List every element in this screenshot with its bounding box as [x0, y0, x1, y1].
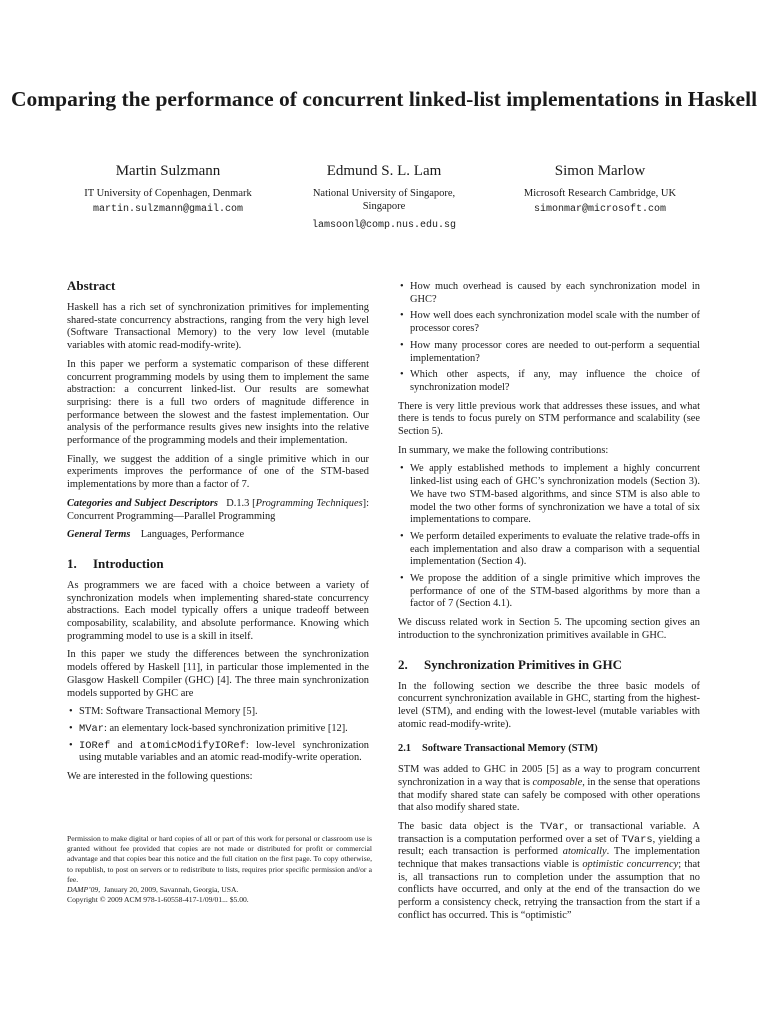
list-item: • IORef and atomicModifyIORef: low-level synchronization using mutable variables and an atomic read-modify-write operation. — [69, 739, 369, 764]
venue-details: January 20, 2009, Savannah, Georgia, USA. — [103, 885, 239, 895]
list-item: • How much overhead is caused by each synchronization model in GHC? — [400, 281, 700, 305]
categories-label: Categories and Subject Descriptors — [67, 497, 218, 509]
code-text: TVars — [621, 833, 653, 846]
author-name: Simon Marlow — [554, 163, 646, 179]
permission-text: Permission to make digital or hard copies of all or part of this work for personal or classroom use is granted without fee provided that copies are not made or distributed for profit or commercial advantage and that copies bear this notice and the full citation on the first page. To copy otherwise, to republish, to post on servers or to redistribute to lists, requires prior specific permission and/or a fee. — [67, 834, 372, 884]
text-run: , or transactional variable. A transaction is a computation performed over a set of — [398, 820, 700, 845]
list-item-text: and — [110, 739, 140, 751]
code-text: atomicModifyIORef — [139, 739, 246, 752]
list-item-text: We propose the addition of a single primitive which improves the performance of one of the STM-based algorithms by more than a factor of 7 (Section 4.1). — [410, 573, 700, 610]
code-text: IORef — [79, 739, 111, 752]
abstract-paragraph: Finally, we suggest the addition of a single primitive which in our experiments improves the performance of one of the STM-based implementations by more than a factor of 7. — [67, 453, 369, 491]
body-paragraph: In the following section we describe the three basic models of concurrent synchronization available in GHC, starting from the highest-level (STM), and ending with the lowest-level (mutable variables with atomic read-modify-write). — [398, 680, 700, 730]
venue — [67, 885, 372, 895]
list-item-text: Which other aspects, if any, may influence the choice of synchronization model? — [410, 369, 700, 393]
intro-paragraph: We are interested in the following questions: — [67, 771, 253, 783]
emphasis: optimistic concurrency — [582, 859, 679, 871]
left-column — [67, 278, 369, 790]
code-text: TVar — [539, 820, 565, 833]
abstract-heading: Abstract — [67, 278, 116, 293]
text-run: . The implementation technique that makes transactions viable is — [398, 846, 701, 871]
categories-rest: ]: Concurrent Programming—Parallel Programming — [67, 497, 370, 522]
contributions-list — [398, 463, 700, 611]
emphasis: atomically — [562, 846, 607, 858]
text-run: ; that is, all transactions run to completion under the assumption that no conflicts have occurred, and only at the end of the transaction do we perform a consistency check, retrying the transaction from the start if a conflict has occurred. This is “optimistic” — [398, 859, 700, 921]
body-paragraph: We discuss related work in Section 5. The upcoming section gives an introduction to the synchronization primitives available in GHC. — [398, 617, 700, 641]
list-item: • Which other aspects, if any, may influence the choice of synchronization model? — [400, 369, 700, 393]
copyright-text: Copyright © 2009 ACM 978-1-60558-417-1/09/01... $5.00. — [67, 895, 249, 905]
list-item-text: STM: Software Transactional Memory [5]. — [79, 706, 258, 718]
list-item: • We apply established methods to implement a highly concurrent linked-list using each of GHC’s synchronization models (Section 3). We have two STM-based algorithms, and since STM is also able to model the two other forms of synchronization we have a total of six implementations to compare. — [400, 463, 700, 526]
list-item: • STM: Software Transactional Memory [5]. — [69, 706, 258, 718]
general-terms — [67, 529, 369, 542]
text-run: The basic data object is the — [398, 820, 540, 832]
subsection-title: Software Transactional Memory (STM) — [422, 743, 598, 755]
text-run: , in the sense that operations that modify shared state can safely be composed with other operations that also modify shared state. — [398, 776, 700, 814]
venue-name: DAMP’09, — [67, 885, 101, 895]
intro-paragraph: As programmers we are faced with a choice between a variety of synchronization models when implementing shared-state concurrency abstractions. Each model typically offers a unique tradeoff between composability, scalability, and absolute performance. Knowing which programming model to use is a skill in itself. — [67, 579, 369, 642]
list-item-text: We apply established methods to implement a highly concurrent linked-list using each of GHC’s synchronization models (Section 3). We have two STM-based algorithms, and since STM is also able to model the two other forms of synchronization we have a total of six implementations to compare. — [410, 463, 700, 526]
general-terms-value: Languages, Performance — [140, 529, 245, 541]
author-email: martin.sulzmann@gmail.com — [92, 204, 244, 215]
body-paragraph: There is very little previous work that addresses these issues, and what there is tends to focus purely on STM performance and scalability (see Section 5). — [398, 400, 700, 438]
list-item: • MVar: an elementary lock-based synchronization primitive [12]. — [69, 722, 348, 735]
author-affiliation: National University of Singapore, Singapore — [312, 188, 456, 212]
list-item-text: : an elementary lock-based synchronization primitive [12]. — [103, 722, 348, 734]
author-email: lamsoonl@comp.nus.edu.sg — [311, 220, 457, 231]
right-column — [398, 281, 700, 929]
body-paragraph: In summary, we make the following contributions: — [398, 444, 609, 456]
list-item: • How many processor cores are needed to out-perform a sequential implementation? — [400, 339, 700, 364]
general-terms-label: General Terms — [67, 529, 131, 541]
categories-italic: Programming Techniques — [255, 497, 363, 509]
body-paragraph — [398, 821, 700, 923]
list-item-text: : low-level synchronization using mutable variables and an atomic read-modify-write operation. — [79, 739, 369, 764]
list-item-text: How well does each synchronization model scale with the number of processor cores? — [410, 310, 700, 335]
section-number: 1. — [67, 555, 77, 571]
list-item: • We perform detailed experiments to evaluate the relative trade-offs in each implementation and also draw a comparison with a sequential implementation (Section 4). — [400, 530, 700, 568]
section-number: 2. — [398, 656, 408, 672]
text-run: STM was added to GHC in 2005 [5] as a way to program concurrent synchronization in a way that is — [398, 764, 700, 788]
section-title: Introduction — [93, 555, 164, 571]
author-name: Martin Sulzmann — [115, 163, 221, 179]
abstract-paragraph: Haskell has a rich set of synchronization primitives for implementing shared-state concurrency abstractions, ranging from the very high level (Software Transactional Memory) to the very low level (mutable variables with atomic read-modify-write). — [67, 302, 369, 352]
code-text: MVar — [79, 722, 104, 735]
section-heading — [67, 556, 369, 571]
questions-list — [398, 281, 700, 395]
author-email: simonmar@microsoft.com — [533, 204, 667, 215]
abstract-paragraph: In this paper we perform a systematic comparison of these different concurrent programming models by using them to implement the same abstraction: a concurrent linked-list. Our results are somewhat surprising: there is a full two orders of magnitude difference in performance between the slowest and the fastest implementation. Our analysis of the performance results gives new insights into the relative performance of the programming models and their implementation. — [67, 358, 369, 447]
list-item-text: How many processor cores are needed to out-perform a sequential implementation? — [410, 339, 700, 364]
section-title: Synchronization Primitives in GHC — [424, 656, 623, 672]
emphasis: composable — [532, 776, 583, 788]
list-item-text: How much overhead is caused by each synchronization model in GHC? — [410, 281, 700, 305]
author-affiliation: Microsoft Research Cambridge, UK — [523, 188, 677, 199]
section-heading — [398, 657, 700, 672]
list-item: • How well does each synchronization model scale with the number of processor cores? — [400, 310, 700, 335]
categories-code: D.1.3 [ — [226, 497, 256, 509]
copyright-footnote — [67, 834, 372, 905]
subsection-number: 2.1 — [398, 743, 411, 755]
intro-paragraph: In this paper we study the differences between the synchronization models offered by Haskell [11], in particular those implemented in the Glasgow Haskell Compiler (GHC) [4]. The three main synchronization models supported by GHC are — [67, 649, 369, 699]
subsection-heading — [398, 743, 700, 756]
author-affiliation: IT University of Copenhagen, Denmark — [84, 188, 252, 199]
body-paragraph — [398, 764, 700, 815]
list-item: • We propose the addition of a single primitive which improves the performance of one of the STM-based algorithms by more than a factor of 7 (Section 4.1). — [400, 573, 700, 610]
models-list — [67, 706, 369, 765]
categories — [67, 498, 369, 523]
paper-title: Comparing the performance of concurrent linked-list implementations in Haskell — [10, 87, 758, 111]
list-item-text: We perform detailed experiments to evaluate the relative trade-offs in each implementation and also draw a comparison with a sequential implementation (Section 4). — [410, 530, 700, 568]
author-name: Edmund S. L. Lam — [326, 163, 442, 179]
text-run: , yielding a result; each transaction is performed — [398, 833, 700, 858]
author-3 — [472, 162, 728, 217]
